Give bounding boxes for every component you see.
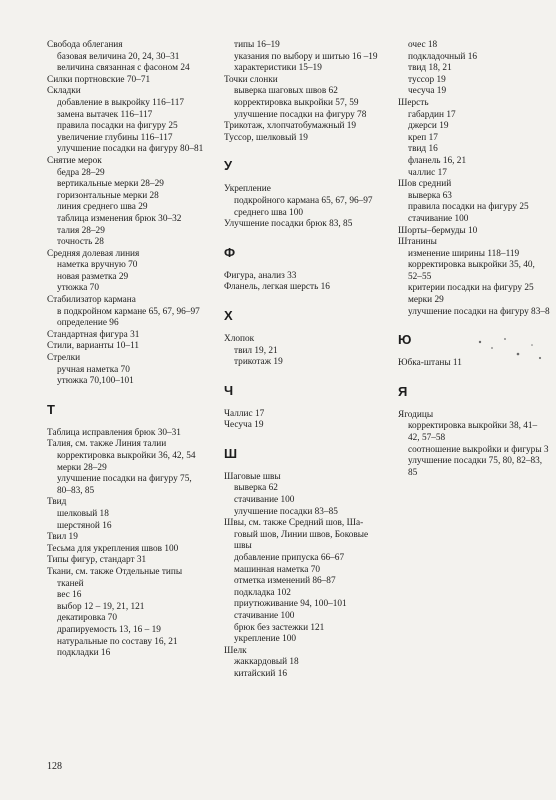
index-entry: Шаговые швы [224,471,281,482]
index-subentry: горизонтальные мерки 28 [57,190,159,201]
index-subentry: указания по выбору и шитью 16 –19 [234,51,378,62]
index-subentry: стачивание 100 [234,611,295,621]
section-letter: У [224,158,233,174]
index-subentry: джерси 19 [408,121,449,132]
index-subentry: вес 16 [57,590,82,601]
index-entry: Стабилизатор кармана [47,295,136,306]
index-subentry: подкройного кармана 65, 67, 96–97 [234,195,373,206]
index-subentry: увеличение глубины 116–117 [57,132,173,143]
index-entry: Фигура, анализ 33 [224,270,297,281]
index-entry: Шорты–бермуды 10 [398,225,478,236]
index-subentry: китайский 16 [234,668,287,679]
index-subentry: улучшение посадки 75, 80, 82–83, [408,456,543,467]
index-subentry: говый шов, Линии швов, Боковые [234,529,369,540]
index-subentry: трикотаж 19 [234,357,283,368]
index-entry: Свобода облегания [47,40,123,50]
index-subentry: величина связанная с фасоном 24 [57,63,190,74]
index-subentry: укрепление 100 [234,634,297,645]
section-letter: Ш [224,445,238,461]
index-entry: Складки [47,86,81,97]
index-subentry: 52–55 [408,271,432,282]
index-entry: Хлопок [224,333,255,344]
index-subentry: наметка вручную 70 [57,260,138,271]
index-subentry: определение 96 [57,318,119,329]
section-letter: Ф [224,244,236,260]
index-subentry: улучшение посадки на фигуру 83–8 [408,306,550,317]
index-subentry: изменение ширины 118–119 [408,248,520,259]
index-entry: Твил 19 [47,532,78,543]
index-subentry: натуральные по составу 16, 21 [57,636,178,647]
index-subentry: твид 16 [408,144,438,155]
index-subentry: бедра 28–29 [57,167,105,178]
section-letter: Ч [224,382,234,398]
index-subentry: жаккардовый 18 [234,657,299,668]
index-entry: Типы фигур, стандарт 31 [47,555,147,566]
index-subentry: добавление в выкройку 116–117 [57,97,185,108]
index-entry: Точки слонки [224,74,278,85]
index-entry: Силки портновские 70–71 [47,74,151,85]
index-subentry: правила посадки на фигуру 25 [57,121,178,132]
index-subentry: корректировка выкройки 35, 40, [408,260,535,271]
index-entry: Штанины [398,237,437,248]
index-column-2 [224,40,394,681]
index-column-1 [47,40,215,660]
index-entry: Туссор, шелковый 19 [224,132,308,143]
index-subentry: утюжка 70 [57,283,99,294]
index-entry: Швы, см. также Средний шов, Ша- [224,518,364,529]
index-subentry: добавление припуска 66–67 [234,553,345,564]
index-entry: Средняя долевая линия [47,248,140,259]
index-subentry: утюжка 70,100–101 [57,376,134,387]
index-subentry: талия 28–29 [57,225,105,236]
index-subentry: корректировка выкройки 36, 42, 54 [57,451,196,461]
index-subentry: линия среднего шва 29 [57,202,148,213]
index-entry: Укрепление [224,184,271,195]
index-entry: Ягодицы [398,409,434,420]
index-subentry: 80–83, 85 [57,485,95,496]
index-subentry: 85 [408,467,418,478]
index-subentry: драпируемость 13, 16 – 19 [57,624,161,635]
index-subentry: швы [234,541,252,552]
index-subentry: чесуча 19 [408,86,447,97]
section-letter: Х [224,307,233,323]
index-subentry: брюк без застежки 121 [234,622,325,633]
section-letter: Я [398,383,408,399]
index-entry: Шов средний [398,179,452,190]
index-subentry: подкладки 16 [57,648,111,659]
index-subentry: корректировка выкройки 57, 59 [234,97,359,108]
index-entry: Твид [47,497,67,508]
index-subentry: отметка изменений 86–87 [234,576,336,587]
index-subentry: в подкройном кармане 65, 67, 96–97 [57,306,200,317]
index-subentry: таблица изменения брюк 30–32 [57,213,182,224]
index-entry: Снятие мерок [47,155,102,166]
index-subentry: очес 18 [408,40,438,50]
index-entry: Стрелки [47,353,81,364]
index-entry: Тесьма для укрепления швов 100 [47,543,179,554]
index-subentry: вертикальные мерки 28–29 [57,179,164,190]
index-subentry: выверка 63 [408,190,452,201]
index-subentry: улучшение посадки 83–85 [234,506,338,517]
index-subentry: твид 18, 21 [408,63,452,74]
index-subentry: декатировка 70 [57,613,117,624]
index-subentry: креп 17 [408,132,438,143]
index-entry: Юбка-штаны 11 [398,358,462,369]
index-subentry: туссор 19 [408,74,446,85]
index-subentry: улучшение посадки на фигуру 78 [234,109,367,120]
index-subentry: чаллис 17 [408,167,447,178]
index-subentry: выбор 12 – 19, 21, 121 [57,601,145,612]
index-entry: Фланель, легкая шерсть 16 [224,282,330,293]
index-subentry: критерии посадки на фигуру 25 [408,283,534,294]
index-entry: Шелк [224,645,247,656]
index-subentry: улучшение посадки на фигуру 75, [57,474,192,485]
index-entry: Улучшение посадки брюк 83, 85 [224,219,353,230]
index-subentry: соотношение выкройки и фигуры 3 [408,444,549,455]
index-subentry: приутюживание 94, 100–101 [234,599,347,610]
index-subentry: среднего шва 100 [234,207,303,218]
index-subentry: тканей [57,578,84,589]
index-subentry: точность 28 [57,237,104,248]
page-number: 128 [47,761,62,772]
index-subentry: ручная наметка 70 [57,364,130,375]
index-entry: Таблица исправления брюк 30–31 [47,427,181,438]
section-letter: Ю [398,332,412,348]
index-subentry: новая разметка 29 [57,271,129,282]
index-subentry: правила посадки на фигуру 25 [408,202,529,213]
index-subentry: стачивание 100 [234,495,295,506]
index-subentry: характеристики 15–19 [234,63,322,74]
index-entry: Стандартная фигура 31 [47,329,140,340]
index-subentry: мерки 28–29 [57,462,107,473]
index-subentry: выверка 62 [234,483,278,494]
index-subentry: подкладочный 16 [408,51,478,62]
index-entry: Чесуча 19 [224,420,264,431]
index-entry: Стили, варианты 10–11 [47,341,140,352]
index-entry: Шерсть [398,97,429,108]
index-subentry: замена вытачек 116–117 [57,109,153,120]
index-entry: Талия, см. также Линия талии [47,439,167,450]
index-subentry: машинная наметка 70 [234,564,321,575]
index-subentry: шерстяной 16 [57,520,112,531]
index-subentry: улучшение посадки на фигуру 80–81 [57,144,204,155]
index-subentry: подкладка 102 [234,587,291,598]
index-entry: Трикотаж, хлопчатобумажный 19 [224,121,357,132]
index-subentry: стачивание 100 [408,213,469,224]
index-subentry: твил 19, 21 [234,345,278,356]
index-subentry: корректировка выкройки 38, 41– [408,421,538,432]
index-entry: Ткани, см. также Отдельные типы [47,566,183,577]
index-entry: Чаллис 17 [224,408,265,419]
index-subentry: фланель 16, 21 [408,155,467,166]
index-subentry: шелковый 18 [57,508,109,519]
index-subentry: габардин 17 [408,109,456,120]
index-subentry: 42, 57–58 [408,433,446,444]
index-column-3 [398,40,556,479]
index-subentry: базовая величина 20, 24, 30–31 [57,51,180,62]
index-subentry: мерки 29 [408,295,444,306]
index-subentry: выверка шаговых швов 62 [234,86,338,97]
index-subentry: типы 16–19 [234,40,280,50]
section-letter: Т [47,401,55,417]
